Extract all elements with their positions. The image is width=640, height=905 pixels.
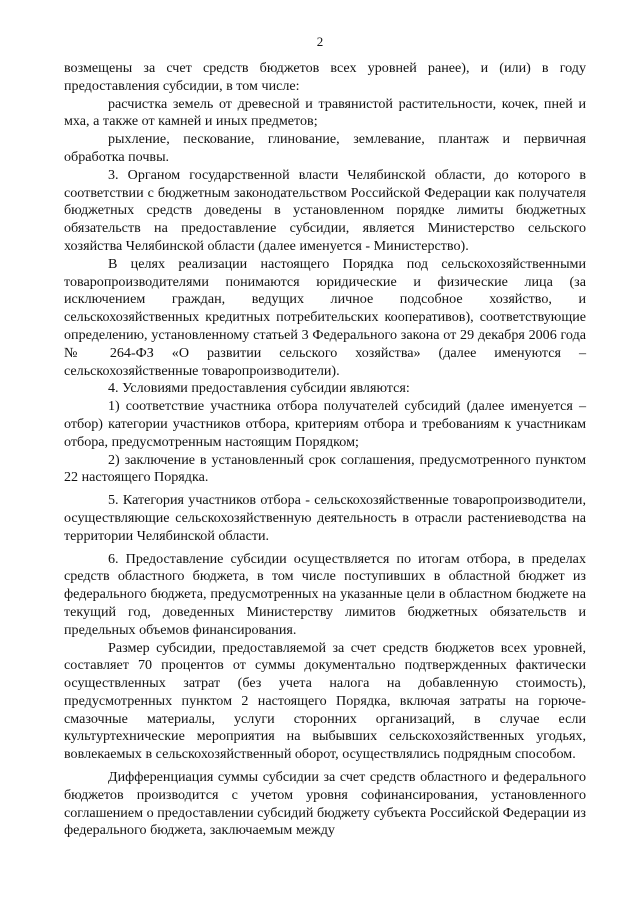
paragraph-land-clearing: расчистка земель от древесной и травянистой растительности, кочек, пней и мха, а также от камней и иных предметов; xyxy=(64,95,586,130)
paragraph-item-4: 4. Условиями предоставления субсидии являются: xyxy=(108,380,410,397)
paragraph-soil-treatment: рыхление, пескование, глинование, землевание, плантаж и первичная обработка почвы. xyxy=(64,131,586,165)
paragraph-condition-1: 1) соответствие участника отбора получателей субсидий (далее именуется – отбор) категории участников отбора, критериям отбора и требованиям к участникам отбора, предусмотренным настоящим Порядком; xyxy=(64,398,586,450)
paragraph-item-6: 6. Предоставление субсидии осуществляется по итогам отбора, в пределах средств областного бюджета, в том числе поступивших в областной бюджет из федерального бюджета, предусмотренных на указанные цели в областном бюджете на текущий год, доведенных Министерству лимитов бюджетных обязательств и предельных объемов финансирования. xyxy=(64,550,586,638)
paragraph-differentiation: Дифференциация суммы субсидии за счет средств областного и федерального бюджетов производится с учетом уровня софинансирования, установленного соглашением о предоставлении субсидий бюджету субъекта Российской Федерации из федерального бюджета, заключаемым между xyxy=(64,769,586,839)
paragraph-producers-definition: В целях реализации настоящего Порядка под сельскохозяйственными товаропроизводителями понимаются юридические и физические лица (за исключением граждан, ведущих личное подсобное хозяйство, и сельскохозяйственных кредитных потребительских кооперативов), соответствующие определению, установленному статьей 3 Федерального закона от 29 декабря 2006 года № 264-ФЗ «О развитии сельского хозяйства» (далее именуются – сельскохозяйственные товаропроизводители). xyxy=(64,255,586,379)
paragraph-condition-2: 2) заключение в установленный срок соглашения, предусмотренного пунктом 22 настоящего Порядка. xyxy=(64,451,586,486)
paragraph-subsidy-amount: Размер субсидии, предоставляемой за счет средств бюджетов всех уровней, составляет 70 процентов от суммы документально подтвержденных фактически осуществленных затрат (без учета налога на добавленную стоимость), предусмотренных пунктом 2 настоящего Порядка, включая затраты на горюче-смазочные материалы, услуги сторонних организаций, в случае если культуртехнические мероприятия на выбывших сельскохозяйственных угодьях, вовлекаемых в сельскохозяйственный оборот, осуществлялись подрядным способом. xyxy=(64,639,586,763)
paragraph-continuation: возмещены за счет средств бюджетов всех уровней ранее), и (или) в году предоставления субсидии, в том числе: xyxy=(64,60,586,94)
page-number: 2 xyxy=(316,34,324,49)
paragraph-item-3: 3. Органом государственной власти Челябинской области, до которого в соответствии с бюджетным законодательством Российской Федерации как получателя бюджетных средств доведены в установленном порядке лимиты бюджетных обязательств на предоставление субсидии, является Министерство сельского хозяйства Челябинской области (далее именуется - Министерство). xyxy=(64,166,586,254)
document-body xyxy=(64,60,586,840)
paragraph-item-5: 5. Категория участников отбора - сельскохозяйственные товаропроизводители, осуществляющие сельскохозяйственную деятельность в отрасли растениеводства на территории Челябинской области. xyxy=(64,492,586,544)
